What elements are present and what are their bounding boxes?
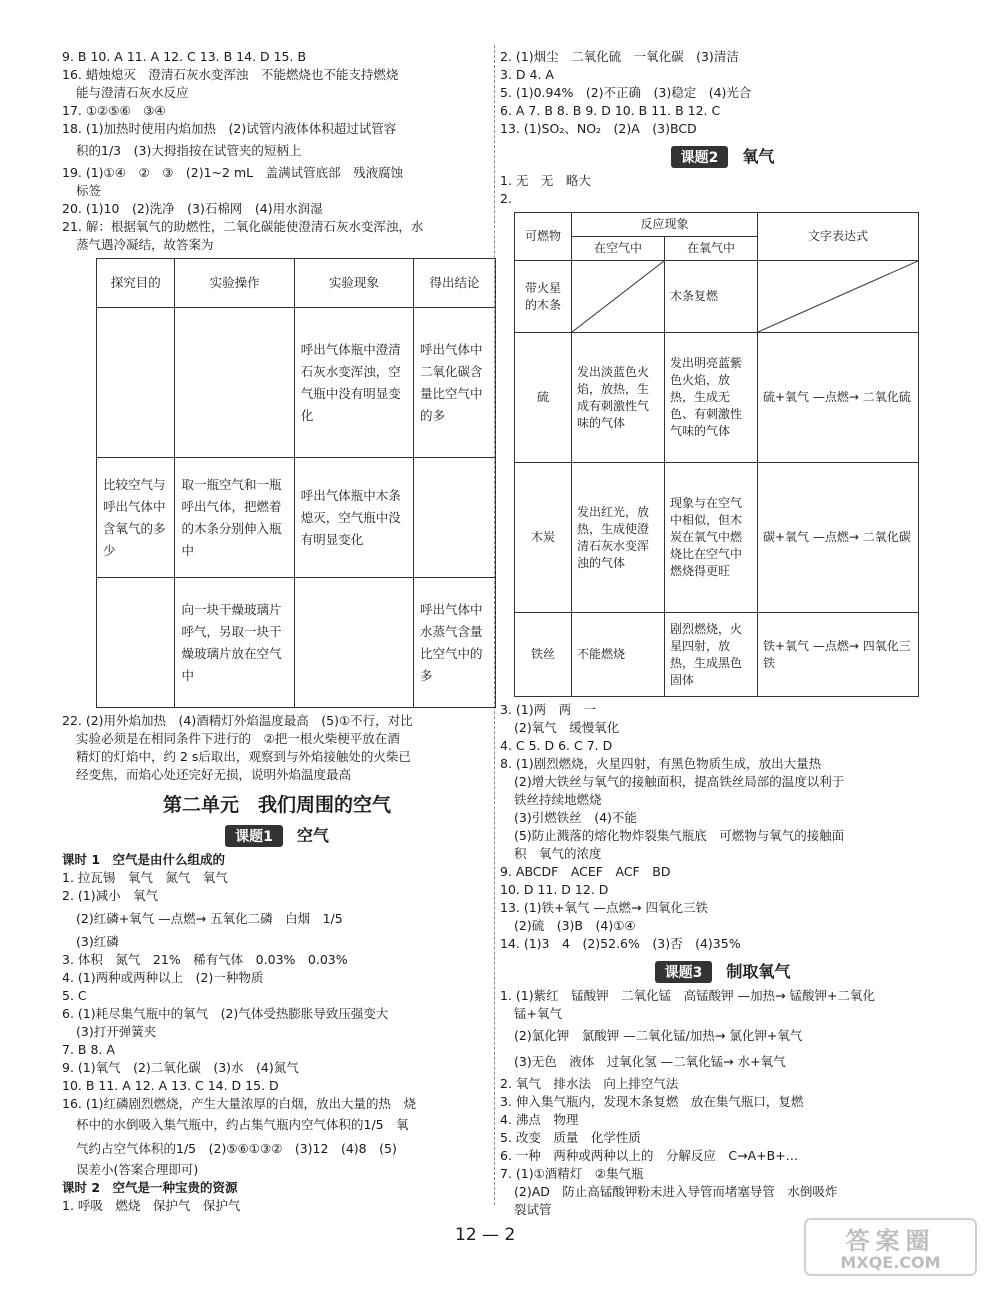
lesson-heading [500, 144, 945, 168]
table-cell: 呼出气体瓶中澄清石灰水变浑浊，空气瓶中没有明显变化 [294, 308, 413, 458]
table-header-row [515, 213, 919, 237]
answer-line: 5. 改变 质量 化学性质 [500, 1130, 641, 1145]
lesson-heading [62, 823, 492, 847]
answer-line: 3. 伸入集气瓶内，发现木条复燃 放在集气瓶口，复燃 [500, 1094, 804, 1109]
answer-line: 2. [500, 191, 512, 206]
diagonal-line [758, 261, 918, 332]
answer-line: 6. 一种 两种或两种以上的 分解反应 C→A+B+… [500, 1148, 799, 1163]
answer-line: 8. (1)剧烈燃烧，火星四射，有黑色物质生成，放出大量热 [500, 756, 822, 771]
table-row [97, 578, 496, 708]
table-row [515, 463, 919, 613]
answer-line: 13. (1)铁+氧气 —点燃→ 四氧化三铁 [500, 900, 708, 915]
answer-line: 6. (1)耗尽集气瓶中的氧气 (2)气体受热膨胀导致压强变大 [62, 1006, 389, 1021]
table-cell: 呼出气体瓶中木条熄灭，空气瓶中没有明显变化 [294, 458, 413, 578]
experiment-table [96, 258, 496, 708]
answer-line: 6. A 7. B 8. B 9. D 10. B 11. B 12. C [500, 103, 721, 118]
lesson-heading [500, 959, 945, 983]
answer-line: 17. ①②⑤⑥ ③④ [62, 103, 166, 118]
lesson-badge: 课题1 [225, 825, 283, 847]
table-header-cell: 在空气中 [572, 237, 665, 261]
answer-line: 标签 [76, 183, 102, 198]
table-row [515, 261, 919, 333]
table-cell: 取一瓶空气和一瓶呼出气体，把燃着的木条分别伸入瓶中 [175, 458, 294, 578]
answer-line: 锰+氧气 [514, 1006, 562, 1021]
answer-line: 精灯的灯焰中，约 2 s后取出，观察到与外焰接触处的火柴已 [76, 749, 411, 764]
table-header-cell: 在氧气中 [665, 237, 758, 261]
answer-line: 1. 无 无 略大 [500, 173, 591, 188]
oxygen-reaction-table [514, 212, 919, 697]
answer-line: 9. B 10. A 11. A 12. C 13. B 14. D 15. B [62, 49, 307, 64]
answer-line: (3)红磷 [76, 934, 119, 949]
table-row [515, 613, 919, 697]
answer-line: 14. (1)3 4 (2)52.6% (3)否 (4)35% [500, 936, 741, 951]
table-header-cell: 得出结论 [413, 259, 495, 308]
table-header-cell: 实验操作 [175, 259, 294, 308]
table-cell [294, 578, 413, 708]
table-cell: 剧烈燃烧，火星四射，放热，生成黑色固体 [665, 613, 758, 697]
answer-line: 7. B 8. A [62, 1042, 115, 1057]
answer-line: 22. (2)用外焰加热 (4)酒精灯外焰温度最高 (5)①不行，对比 [62, 713, 413, 728]
table-cell: 比较空气与呼出气体中含氧气的多少 [97, 458, 175, 578]
answer-line: 9. (1)氧气 (2)二氧化碳 (3)水 (4)氮气 [62, 1060, 299, 1075]
answer-line: 4. C 5. D 6. C 7. D [500, 738, 613, 753]
answer-line: 20. (1)10 (2)洗净 (3)石棉网 (4)用水润湿 [62, 201, 323, 216]
answer-line: 10. B 11. A 12. A 13. C 14. D 15. D [62, 1078, 279, 1093]
answer-line: 3. (1)两 两 一 [500, 702, 597, 717]
answer-line: 7. (1)①酒精灯 ②集气瓶 [500, 1166, 644, 1181]
table-cell: 不能燃烧 [572, 613, 665, 697]
answer-line: 裂试管 [514, 1202, 552, 1217]
diagonal-line [572, 261, 664, 332]
answer-line: 气约占空气体积的1/5 (2)⑤⑥①③② (3)12 (4)8 (5) [76, 1141, 397, 1156]
answer-line: 21. 解：根据氧气的助燃性，二氧化碳能使澄清石灰水变浑浊，水 [62, 219, 424, 234]
answer-line: 蒸气遇冷凝结，故答案为 [76, 237, 214, 252]
table-header-cell: 实验现象 [294, 259, 413, 308]
table-cell: 发出明亮蓝紫色火焰，放热，生成无色、有刺激性气味的气体 [665, 333, 758, 463]
answer-line: (5)防止溅落的熔化物炸裂集气瓶底 可燃物与氧气的接触面 [514, 828, 845, 843]
table-cell [413, 458, 495, 578]
table-cell [97, 308, 175, 458]
lesson-hour-title: 课时 2 空气是一种宝贵的资源 [62, 1180, 238, 1195]
table-cell-empty [572, 261, 665, 333]
table-cell: 发出淡蓝色火焰，放热，生成有刺激性气味的气体 [572, 333, 665, 463]
lesson-hour-title: 课时 1 空气是由什么组成的 [62, 852, 226, 867]
answer-line: (2)红磷+氧气 —点燃→ 五氧化二磷 白烟 1/5 [76, 911, 343, 926]
answer-line: 1. (1)紫红 锰酸钾 二氧化锰 高锰酸钾 —加热→ 锰酸钾+二氧化 [500, 988, 876, 1003]
table-cell: 硫+氧气 —点燃→ 二氧化硫 [758, 333, 919, 463]
answer-line: 5. (1)0.94% (2)不正确 (3)稳定 (4)光合 [500, 85, 752, 100]
answer-line: (2)氧气 缓慢氧化 [514, 720, 620, 735]
lesson-name: 氧气 [742, 147, 775, 166]
table-header-cell: 探究目的 [97, 259, 175, 308]
table-header-cell: 文字表达式 [758, 213, 919, 261]
table-cell: 呼出气体中水蒸气含量比空气中的多 [413, 578, 495, 708]
answer-line: 5. C [62, 988, 87, 1003]
lesson-badge: 课题2 [671, 146, 729, 168]
answer-line: 误差小(答案合理即可) [76, 1162, 199, 1177]
answer-line: (2)AD 防止高锰酸钾粉末进入导管而堵塞导管 水倒吸炸 [514, 1184, 838, 1199]
answer-line: (2)氯化钾 氯酸钾 —二氧化锰/加热→ 氯化钾+氧气 [514, 1028, 803, 1043]
table-cell: 现象与在空气中相似，但木炭在氧气中燃烧比在空气中燃烧得更旺 [665, 463, 758, 613]
answer-line: 9. ABCDF ACEF ACF BD [500, 864, 671, 879]
table-cell [175, 308, 294, 458]
answer-line: 13. (1)SO₂、NO₂ (2)A (3)BCD [500, 121, 697, 136]
right-column [500, 48, 945, 1219]
left-column [62, 48, 492, 1215]
table-cell: 木炭 [515, 463, 572, 613]
table-row [97, 458, 496, 578]
answer-line: 能与澄清石灰水反应 [76, 85, 189, 100]
table-header-row [97, 259, 496, 308]
answer-line: (3)打开弹簧夹 [76, 1024, 157, 1039]
table-cell: 铁+氧气 —点燃→ 四氧化三铁 [758, 613, 919, 697]
answer-line: 2. (1)减小 氧气 [62, 888, 159, 903]
table-row [97, 308, 496, 458]
watermark-text: 答案圈 [845, 1227, 936, 1255]
table-cell [97, 578, 175, 708]
answer-line: 4. (1)两种或两种以上 (2)一种物质 [62, 970, 264, 985]
answer-line: 4. 沸点 物理 [500, 1112, 579, 1127]
answer-line: 18. (1)加热时使用内焰加热 (2)试管内液体体积超过试管容 [62, 121, 397, 136]
answer-line: 1. 拉瓦锡 氧气 氮气 氧气 [62, 870, 228, 885]
table-cell: 呼出气体中二氧化碳含量比空气中的多 [413, 308, 495, 458]
answer-line: 3. 体积 氮气 21% 稀有气体 0.03% 0.03% [62, 952, 348, 967]
answer-line: (3)引燃铁丝 (4)不能 [514, 810, 637, 825]
table-cell: 硫 [515, 333, 572, 463]
answer-line: 19. (1)①④ ② ③ (2)1~2 mL 盖满试管底部 残液腐蚀 [62, 165, 404, 180]
lesson-badge: 课题3 [655, 961, 713, 983]
table-row [515, 333, 919, 463]
answer-line: (2)硫 (3)B (4)①④ [514, 918, 636, 933]
unit-title: 第二单元 我们周围的空气 [162, 794, 391, 816]
table-cell: 木条复燃 [665, 261, 758, 333]
table-header-cell: 反应现象 [572, 213, 758, 237]
table-cell: 铁丝 [515, 613, 572, 697]
answer-line: 10. D 11. D 12. D [500, 882, 609, 897]
lesson-name: 制取氧气 [726, 962, 791, 981]
answer-line: 积 氧气的浓度 [514, 846, 602, 861]
lesson-name: 空气 [296, 826, 329, 845]
table-cell: 发出红光，放热，生成使澄清石灰水变浑浊的气体 [572, 463, 665, 613]
table-cell-empty [758, 261, 919, 333]
table-cell: 带火星的木条 [515, 261, 572, 333]
answer-line: 积的1/3 (3)大拇指按在试管夹的短柄上 [76, 143, 302, 158]
watermark-logo [803, 1217, 978, 1277]
answer-line: 实验必须是在相同条件下进行的 ②把一根火柴梗平放在酒 [76, 731, 400, 746]
page-number: 12 — 2 [455, 1225, 516, 1245]
answer-line: 16. (1)红磷剧烈燃烧，产生大量浓厚的白烟，放出大量的热 烧 [62, 1096, 417, 1111]
table-cell: 向一块干燥玻璃片呼气，另取一块干燥玻璃片放在空气中 [175, 578, 294, 708]
table-cell: 碳+氧气 —点燃→ 二氧化碳 [758, 463, 919, 613]
answer-line: 16. 蜡烛熄灭 澄清石灰水变浑浊 不能燃烧也不能支持燃烧 [62, 67, 399, 82]
answer-line: 铁丝持续地燃烧 [514, 792, 602, 807]
table-header-cell: 可燃物 [515, 213, 572, 261]
answer-line: 杯中的水倒吸入集气瓶中，约占集气瓶内空气体积的1/5 氧 [76, 1117, 409, 1132]
answer-line: (3)无色 液体 过氧化氢 —二氧化锰→ 水+氧气 [514, 1054, 786, 1069]
answer-line: 2. 氧气 排水法 向上排空气法 [500, 1076, 679, 1091]
answer-line: 1. 呼吸 燃烧 保护气 保护气 [62, 1198, 241, 1213]
answer-line: 经变焦，而焰心处还完好无损，说明外焰温度最高 [76, 767, 352, 782]
answer-line: (2)增大铁丝与氧气的接触面积，提高铁丝局部的温度以利于 [514, 774, 845, 789]
answer-line: 2. (1)烟尘 二氧化硫 一氧化碳 (3)清洁 [500, 49, 739, 64]
watermark-url: MXQE.COM [840, 1253, 941, 1272]
answer-line: 3. D 4. A [500, 67, 554, 82]
